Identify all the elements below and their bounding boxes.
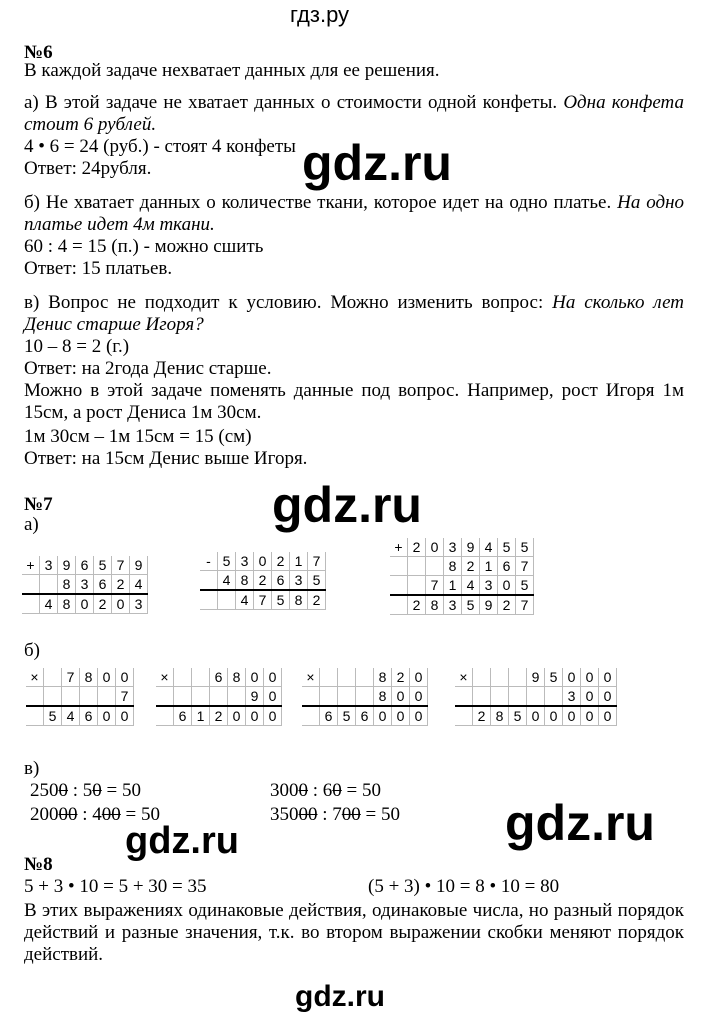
task6-intro: В каждой задаче нехватает данных для ее решения. <box>24 60 440 81</box>
digit-cell: 8 <box>290 590 308 610</box>
digit-cell: 5 <box>545 668 563 687</box>
operator-sign: + <box>22 556 40 575</box>
mult-grid-2 <box>302 668 428 726</box>
digit-cell: 0 <box>581 687 599 707</box>
digit-cell: 4 <box>130 575 148 595</box>
digit-cell: 2 <box>462 557 480 576</box>
task6-c-more: Можно в этой задаче поменять данные под вопрос. Например, рост Игоря 1м 15см, а рост Дениса 1м 30см. <box>24 380 684 423</box>
digit-cell: 6 <box>320 706 338 726</box>
operator-sign: × <box>156 668 174 687</box>
digit-cell: 8 <box>491 706 509 726</box>
empty-cell <box>200 590 218 610</box>
digit-cell: 0 <box>374 706 392 726</box>
digit-cell: 0 <box>264 668 282 687</box>
empty-cell <box>302 687 320 707</box>
task6-a-answer: Ответ: 24рубля. <box>24 158 152 179</box>
digit-cell: 6 <box>356 706 374 726</box>
digit-cell: 8 <box>374 668 392 687</box>
task7-label-b: б) <box>24 640 40 661</box>
digit-cell: 3 <box>480 576 498 596</box>
digit-cell: 8 <box>444 557 462 576</box>
task6-a <box>24 92 684 136</box>
digit-cell: 7 <box>62 668 80 687</box>
digit-cell: 0 <box>563 706 581 726</box>
digit-cell: 9 <box>246 687 264 707</box>
empty-cell <box>390 595 408 615</box>
operator-sign: × <box>455 668 473 687</box>
operator-sign: × <box>302 668 320 687</box>
empty-cell <box>426 557 444 576</box>
c-r2-left: 350 <box>270 804 299 825</box>
digit-cell: 5 <box>498 538 516 557</box>
operator-sign: × <box>26 668 44 687</box>
digit-cell: 0 <box>246 706 264 726</box>
task6-b-calc: 60 : 4 = 15 (п.) - можно сшить <box>24 236 264 257</box>
digit-cell: 2 <box>94 594 112 614</box>
empty-cell <box>356 668 374 687</box>
digit-cell: 8 <box>236 571 254 591</box>
c-r1-right: = 50 <box>341 780 381 801</box>
digit-cell: 0 <box>228 706 246 726</box>
digit-cell: 7 <box>116 687 134 707</box>
c-r1-strike2: 0 <box>332 780 342 801</box>
mult-grid-1 <box>156 668 282 726</box>
digit-cell: 2 <box>498 595 516 615</box>
operator-sign: - <box>200 552 218 571</box>
digit-cell: 0 <box>599 706 617 726</box>
digit-cell: 0 <box>545 706 563 726</box>
watermark: gdz.ru <box>505 795 655 851</box>
digit-cell: 8 <box>58 575 76 595</box>
digit-cell: 3 <box>40 556 58 575</box>
empty-cell <box>80 687 98 707</box>
digit-cell: 5 <box>338 706 356 726</box>
task6-b-italic: На одно платье идет 4м ткани. <box>24 192 685 235</box>
digit-cell: 0 <box>246 668 264 687</box>
c-l1-left: 250 <box>30 780 59 801</box>
digit-cell: 4 <box>218 571 236 591</box>
empty-cell <box>509 687 527 707</box>
digit-cell: 5 <box>516 538 534 557</box>
empty-cell <box>356 687 374 707</box>
digit-cell: 0 <box>410 706 428 726</box>
digit-cell: 2 <box>392 668 410 687</box>
digit-cell: 5 <box>218 552 236 571</box>
empty-cell <box>408 557 426 576</box>
digit-cell: 6 <box>174 706 192 726</box>
digit-cell: 1 <box>480 557 498 576</box>
digit-cell: 3 <box>290 571 308 591</box>
digit-cell: 0 <box>527 706 545 726</box>
task7-c-line3 <box>270 780 381 802</box>
digit-cell: 9 <box>58 556 76 575</box>
digit-cell: 6 <box>210 668 228 687</box>
task7-c-line2 <box>30 804 160 826</box>
digit-cell: 0 <box>116 668 134 687</box>
digit-cell: 7 <box>112 556 130 575</box>
empty-cell <box>174 668 192 687</box>
digit-cell: 3 <box>444 595 462 615</box>
task6-c-calc: 10 – 8 = 2 (г.) <box>24 336 130 357</box>
digit-cell: 4 <box>462 576 480 596</box>
digit-cell: 2 <box>473 706 491 726</box>
digit-cell: 6 <box>94 575 112 595</box>
digit-cell: 5 <box>509 706 527 726</box>
digit-cell: 0 <box>410 687 428 707</box>
empty-cell <box>509 668 527 687</box>
task6-a-italic: Одна конфета стоит 6 рублей. <box>24 92 684 135</box>
empty-cell <box>545 687 563 707</box>
c-r2-mid: : 7 <box>317 804 342 825</box>
digit-cell: 0 <box>98 668 116 687</box>
sum-grid-2 <box>390 538 534 615</box>
task7-title: №7 <box>24 494 53 515</box>
digit-cell: 8 <box>80 668 98 687</box>
empty-cell <box>26 687 44 707</box>
digit-cell: 3 <box>130 594 148 614</box>
empty-cell <box>174 687 192 707</box>
empty-cell <box>491 687 509 707</box>
digit-cell: 2 <box>308 590 326 610</box>
empty-cell <box>22 594 40 614</box>
task7-c-line4 <box>270 804 400 826</box>
task8-text: В этих выражениях одинаковые действия, одинаковые числа, но разный порядок действий и разные значения, т.к. во втором выражении скобки меняют порядок действий. <box>24 900 684 965</box>
empty-cell <box>320 687 338 707</box>
empty-cell <box>26 706 44 726</box>
digit-cell: 7 <box>426 576 444 596</box>
empty-cell <box>390 576 408 596</box>
digit-cell: 0 <box>112 594 130 614</box>
empty-cell <box>408 576 426 596</box>
empty-cell <box>527 687 545 707</box>
empty-cell <box>455 706 473 726</box>
empty-cell <box>44 668 62 687</box>
empty-cell <box>98 687 116 707</box>
empty-cell <box>156 706 174 726</box>
digit-cell: 8 <box>228 668 246 687</box>
watermark: gdz.ru <box>125 820 239 862</box>
digit-cell: 2 <box>112 575 130 595</box>
sum-grid-0 <box>22 556 148 614</box>
digit-cell: 4 <box>236 590 254 610</box>
digit-cell: 9 <box>130 556 148 575</box>
empty-cell <box>473 668 491 687</box>
task6-a-calc: 4 • 6 = 24 (руб.) - стоят 4 конфеты <box>24 136 296 157</box>
empty-cell <box>320 668 338 687</box>
digit-cell: 3 <box>236 552 254 571</box>
operator-sign: + <box>390 538 408 557</box>
site-header: гдз.ру <box>290 2 350 27</box>
digit-cell: 5 <box>308 571 326 591</box>
mult-grid-3 <box>455 668 617 726</box>
task8-expr1: 5 + 3 • 10 = 5 + 30 = 35 <box>24 876 207 897</box>
digit-cell: 0 <box>392 687 410 707</box>
c-l2-mid: : 4 <box>77 804 102 825</box>
c-l2-strike2: 00 <box>101 804 121 825</box>
digit-cell: 0 <box>581 668 599 687</box>
task6-title: №6 <box>24 42 53 63</box>
digit-cell: 5 <box>94 556 112 575</box>
empty-cell <box>44 687 62 707</box>
digit-cell: 7 <box>308 552 326 571</box>
task6-b <box>24 192 684 236</box>
mult-grid-0 <box>26 668 134 726</box>
empty-cell <box>338 668 356 687</box>
digit-cell: 0 <box>426 538 444 557</box>
digit-cell: 0 <box>581 706 599 726</box>
digit-cell: 0 <box>116 706 134 726</box>
digit-cell: 6 <box>498 557 516 576</box>
digit-cell: 6 <box>80 706 98 726</box>
c-l1-right: = 50 <box>101 780 141 801</box>
digit-cell: 1 <box>290 552 308 571</box>
digit-cell: 5 <box>462 595 480 615</box>
digit-cell: 8 <box>58 594 76 614</box>
digit-cell: 9 <box>462 538 480 557</box>
c-r1-strike: 0 <box>298 780 308 801</box>
digit-cell: 0 <box>599 687 617 707</box>
digit-cell: 8 <box>374 687 392 707</box>
c-l1-strike2: 0 <box>92 780 102 801</box>
digit-cell: 0 <box>98 706 116 726</box>
task7-c-line1 <box>30 780 141 802</box>
c-l1-mid: : 5 <box>68 780 93 801</box>
task8-expr2: (5 + 3) • 10 = 8 • 10 = 80 <box>368 876 560 897</box>
empty-cell <box>491 668 509 687</box>
empty-cell <box>192 687 210 707</box>
digit-cell: 5 <box>44 706 62 726</box>
c-l2-right: = 50 <box>120 804 160 825</box>
digit-cell: 7 <box>516 595 534 615</box>
watermark: gdz.ru <box>295 980 385 1013</box>
c-r2-right: = 50 <box>360 804 400 825</box>
empty-cell <box>338 687 356 707</box>
empty-cell <box>200 571 218 591</box>
task6-c-answer2: Ответ: на 15см Денис выше Игоря. <box>24 448 308 469</box>
empty-cell <box>40 575 58 595</box>
task7-label-c: в) <box>24 758 40 779</box>
empty-cell <box>390 557 408 576</box>
empty-cell <box>473 687 491 707</box>
digit-cell: 4 <box>62 706 80 726</box>
task6-a-text: а) В этой задаче не хватает данных о стоимости одной конфеты. <box>24 92 558 113</box>
task6-c-text: в) Вопрос не подходит к условию. Можно изменить вопрос: <box>24 292 544 313</box>
digit-cell: 2 <box>272 552 290 571</box>
c-r1-mid: : 6 <box>308 780 333 801</box>
empty-cell <box>228 687 246 707</box>
sum-grid-1 <box>200 552 326 610</box>
task6-b-text: б) Не хватает данных о количестве ткани, которое идет на одно платье. <box>24 192 612 213</box>
empty-cell <box>218 590 236 610</box>
watermark: gdz.ru <box>272 477 422 533</box>
c-l1-strike: 0 <box>58 780 68 801</box>
c-l2-strike: 00 <box>58 804 78 825</box>
digit-cell: 2 <box>408 595 426 615</box>
digit-cell: 1 <box>192 706 210 726</box>
digit-cell: 0 <box>76 594 94 614</box>
digit-cell: 4 <box>40 594 58 614</box>
digit-cell: 5 <box>516 576 534 596</box>
digit-cell: 6 <box>272 571 290 591</box>
digit-cell: 0 <box>599 668 617 687</box>
empty-cell <box>192 668 210 687</box>
task7-label-a: а) <box>24 514 39 535</box>
digit-cell: 9 <box>527 668 545 687</box>
digit-cell: 2 <box>408 538 426 557</box>
task6-b-answer: Ответ: 15 платьев. <box>24 258 173 279</box>
task8-title: №8 <box>24 854 53 875</box>
empty-cell <box>302 706 320 726</box>
task6-c <box>24 292 684 336</box>
empty-cell <box>156 687 174 707</box>
digit-cell: 0 <box>254 552 272 571</box>
digit-cell: 7 <box>254 590 272 610</box>
digit-cell: 0 <box>392 706 410 726</box>
digit-cell: 2 <box>210 706 228 726</box>
digit-cell: 2 <box>254 571 272 591</box>
digit-cell: 8 <box>426 595 444 615</box>
empty-cell <box>455 687 473 707</box>
digit-cell: 3 <box>76 575 94 595</box>
empty-cell <box>62 687 80 707</box>
c-l2-left: 200 <box>30 804 59 825</box>
digit-cell: 3 <box>444 538 462 557</box>
digit-cell: 7 <box>516 557 534 576</box>
task6-c-answer: Ответ: на 2года Денис старше. <box>24 358 272 379</box>
c-r1-left: 300 <box>270 780 299 801</box>
digit-cell: 0 <box>410 668 428 687</box>
task6-c-calc2: 1м 30см – 1м 15см = 15 (см) <box>24 426 252 447</box>
task6-c-italic: На сколько лет Денис старше Игоря? <box>24 292 684 335</box>
c-r2-strike2: 00 <box>341 804 361 825</box>
watermark: gdz.ru <box>302 135 452 191</box>
digit-cell: 4 <box>480 538 498 557</box>
digit-cell: 5 <box>272 590 290 610</box>
digit-cell: 0 <box>264 706 282 726</box>
c-r2-strike: 00 <box>298 804 318 825</box>
digit-cell: 0 <box>264 687 282 707</box>
digit-cell: 0 <box>563 668 581 687</box>
digit-cell: 1 <box>444 576 462 596</box>
digit-cell: 3 <box>563 687 581 707</box>
digit-cell: 0 <box>498 576 516 596</box>
digit-cell: 6 <box>76 556 94 575</box>
empty-cell <box>210 687 228 707</box>
empty-cell <box>22 575 40 595</box>
digit-cell: 9 <box>480 595 498 615</box>
